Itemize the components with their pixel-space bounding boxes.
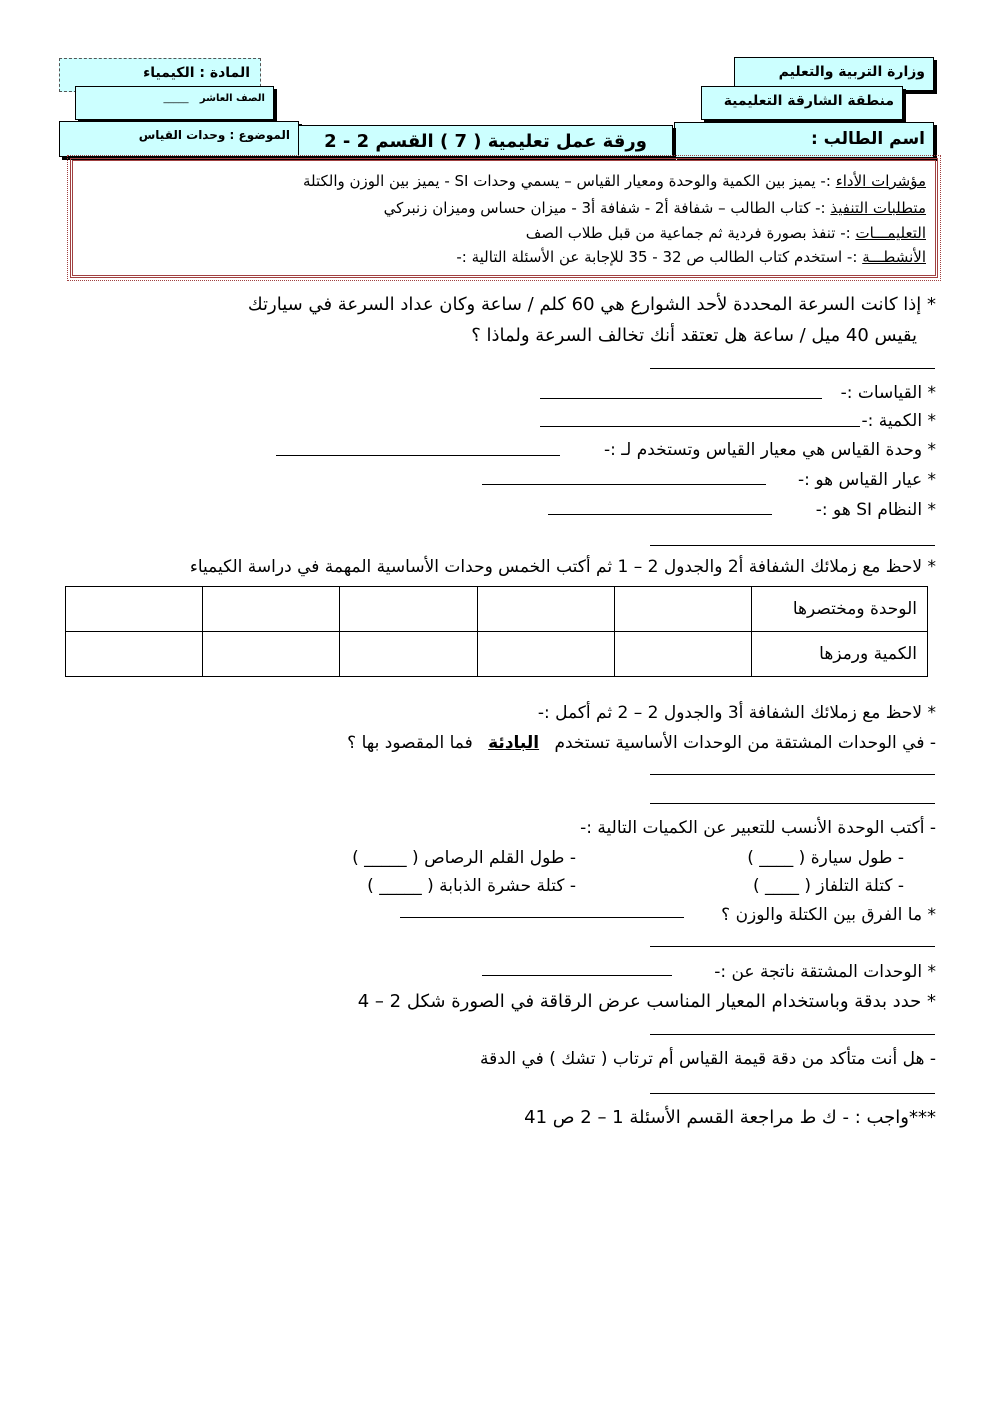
answer-line[interactable] xyxy=(650,545,935,546)
instructions-text: :- تنفذ بصورة فردية ثم جماعية من قبل طلاب الصف xyxy=(525,224,851,242)
table-row xyxy=(66,587,928,632)
answer-line[interactable] xyxy=(650,946,935,947)
table-cell[interactable] xyxy=(614,632,751,677)
indicators-label: مؤشرات الأداء xyxy=(835,172,926,190)
table-cell[interactable] xyxy=(614,587,751,632)
standard-question: * عيار القياس هو :- xyxy=(798,470,936,490)
answer-line[interactable] xyxy=(650,774,935,775)
answer-line[interactable] xyxy=(650,1034,935,1035)
grade-text: الصف العاشر xyxy=(199,93,265,104)
measurements-question: * القياسات :- xyxy=(840,383,936,403)
table-row-header: الوحدة ومختصرها xyxy=(752,587,928,632)
answer-line[interactable] xyxy=(276,455,560,456)
car-length-item[interactable]: - طول سيارة ( ____ ) xyxy=(747,848,904,868)
prefix-after: فما المقصود بها ؟ xyxy=(347,733,473,753)
table-row-header: الكمية ورمزها xyxy=(752,632,928,677)
requirements-line xyxy=(384,199,926,217)
topic-box xyxy=(59,121,299,157)
answer-line[interactable] xyxy=(548,514,772,515)
q1-line1: * إذا كانت السرعة المحددة لأحد الشوارع هي 60 كلم / ساعة وكان عداد السرعة في سيارتك xyxy=(247,294,936,315)
requirements-text: :- كتاب الطالب – شفافة أ2 - شفافة أ3 - ميزان حساس وميزان زنبركي xyxy=(383,199,826,217)
pencil-length-item[interactable]: - طول القلم الرصاص ( _____ ) xyxy=(352,848,576,868)
instructions-label: التعليمـــات xyxy=(855,224,926,242)
prefix-question xyxy=(347,733,936,753)
table-row xyxy=(66,632,928,677)
indicators-text: :- يميز بين الكمية والوحدة ومعيار القياس – يسمي وحدات SI - يميز بين الوزن والكتلة xyxy=(302,172,831,190)
obs2-question: * لاحظ مع زملائك الشفافة أ3 والجدول 2 – 2 ثم أكمل :- xyxy=(537,703,936,723)
grade-blank[interactable]: _____ xyxy=(163,93,189,104)
units-table xyxy=(65,586,928,677)
tv-mass-item[interactable]: - كتلة التلفاز ( ____ ) xyxy=(752,876,904,896)
activities-text: :- استخدم كتاب الطالب ص 32 - 35 للإجابة عن الأسئلة التالية :- xyxy=(456,248,858,266)
quantity-question: * الكمية :- xyxy=(861,411,936,431)
table-cell[interactable] xyxy=(340,587,477,632)
answer-line[interactable] xyxy=(482,975,672,976)
derived-question: * الوحدات المشتقة ناتجة عن :- xyxy=(714,962,936,982)
instructions-line xyxy=(526,224,926,242)
table-cell[interactable] xyxy=(66,587,203,632)
fly-mass-item[interactable]: - كتلة حشرة الذبابة ( _____ ) xyxy=(367,876,576,896)
answer-line[interactable] xyxy=(540,398,822,399)
activities-line xyxy=(456,248,926,266)
grade-box xyxy=(75,86,274,120)
answer-line[interactable] xyxy=(650,803,935,804)
zone-box xyxy=(701,86,903,120)
zone-text: منطقة الشارقة التعليمية xyxy=(723,93,894,109)
prefix-before: - في الوحدات المشتقة من الوحدات الأساسية تستخدم xyxy=(554,733,936,753)
best-unit-question: - أكتب الوحدة الأنسب للتعبير عن الكميات التالية :- xyxy=(580,818,936,838)
activities-label: الأنشطـــة xyxy=(862,248,926,266)
answer-line[interactable] xyxy=(482,484,766,485)
ministry-text: وزارة التربية والتعليم xyxy=(778,64,925,80)
table-cell[interactable] xyxy=(477,632,614,677)
answer-line[interactable] xyxy=(400,917,684,918)
prefix-word: البادئة xyxy=(488,733,540,753)
student-name-box xyxy=(674,122,934,158)
table-cell[interactable] xyxy=(477,587,614,632)
topic-text: الموضوع : وحدات القياس xyxy=(138,128,290,142)
worksheet-title: ورقة عمل تعليمية ( 7 ) القسم 2 - 2 xyxy=(324,131,647,152)
answer-line[interactable] xyxy=(650,1093,935,1094)
answer-line[interactable] xyxy=(650,368,935,369)
table-intro: * لاحظ مع زملائك الشفافة أ2 والجدول 2 – 1 ثم أكتب الخمس وحدات الأساسية المهمة في دراسة الكيمياء xyxy=(189,557,936,577)
unit-question: * وحدة القياس هي معيار القياس وتستخدم لـ :- xyxy=(603,440,936,460)
requirements-label: متطلبات التنفيذ xyxy=(830,199,926,217)
table-cell[interactable] xyxy=(340,632,477,677)
width-question: * حدد بدقة وباستخدام المعيار المناسب عرض الرقاقة في الصورة شكل 2 – 4 xyxy=(357,991,936,1012)
q1-line2: يقيس 40 ميل / ساعة هل تعتقد أنك تخالف السرعة ولماذا ؟ xyxy=(471,325,917,346)
subject-text: المادة : الكيمياء xyxy=(143,65,250,81)
table-cell[interactable] xyxy=(203,632,340,677)
accuracy-question: - هل أنت متأكد من دقة قيمة القياس أم ترتاب ( تشك ) في الدقة xyxy=(480,1049,936,1069)
table-cell[interactable] xyxy=(66,632,203,677)
student-name-label: اسم الطالب : xyxy=(810,129,925,149)
si-question: * النظام SI هو :- xyxy=(815,500,936,520)
answer-line[interactable] xyxy=(540,426,860,427)
homework: ***واجب : - ك ط مراجعة القسم الأسئلة 1 – 2 ص 41 xyxy=(524,1107,936,1128)
title-box xyxy=(298,125,673,157)
table-cell[interactable] xyxy=(203,587,340,632)
indicators-line xyxy=(303,172,926,190)
mass-weight-question: * ما الفرق بين الكتلة والوزن ؟ xyxy=(721,905,936,925)
